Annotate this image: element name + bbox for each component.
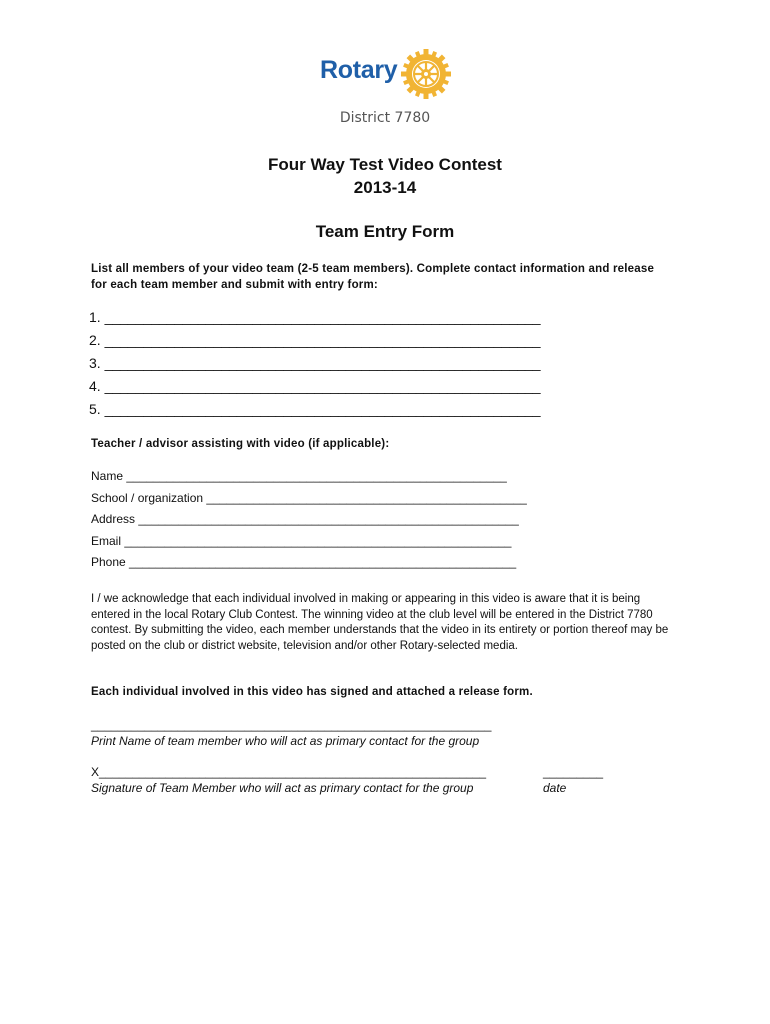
team-member-line-1[interactable]: 1. ________________________________________________________: [89, 309, 541, 325]
team-member-line-4[interactable]: 4. ________________________________________________________: [89, 378, 541, 394]
print-name-caption: Print Name of team member who will act as primary contact for the group: [91, 734, 480, 748]
school-organization-field[interactable]: School / organization ________________________________________________: [91, 490, 527, 505]
rotary-logo: [320, 48, 455, 100]
team-member-list: [89, 306, 541, 421]
signature-caption: Signature of Team Member who will act as primary contact for the group: [91, 781, 474, 795]
team-member-line-3[interactable]: 3. ________________________________________________________: [89, 355, 541, 371]
email-field[interactable]: Email __________________________________________________________: [91, 533, 512, 548]
rotary-wheel-icon: [400, 48, 452, 100]
date-line[interactable]: _________: [543, 765, 604, 779]
phone-field[interactable]: Phone __________________________________________________________: [91, 555, 517, 569]
teacher-heading: Teacher / advisor assisting with video (if applicable):: [91, 438, 390, 450]
contest-title: Four Way Test Video Contest: [268, 155, 502, 174]
acknowledgement-paragraph: I / we acknowledge that each individual involved in making or appearing in this video is aware that it is being entered in the local Rotary Club Contest. The winning video at the club level will be entered in the District 7780 contest. By submitting the video, each member understands that the video in its entirety or portion thereof may be posted on the club or district website, television and/or other Rotary-selected media.: [91, 593, 669, 652]
release-statement: Each individual involved in this video has signed and attached a release form.: [91, 686, 533, 698]
rotary-wordmark: Rotary: [320, 56, 398, 84]
date-caption: date: [543, 781, 567, 795]
team-member-line-5[interactable]: 5. ________________________________________________________: [89, 401, 541, 417]
signature-line[interactable]: X__________________________________________________________: [91, 765, 487, 779]
print-name-line[interactable]: ____________________________________________________________: [91, 718, 492, 732]
teacher-fields: [91, 466, 527, 574]
address-field[interactable]: Address _________________________________________________________: [91, 512, 519, 526]
form-title: Team Entry Form: [315, 222, 455, 241]
teacher-name-field[interactable]: Name _________________________________________________________: [91, 469, 507, 483]
district-label: District 7780: [339, 110, 431, 126]
team-member-line-2[interactable]: 2. ________________________________________________________: [89, 332, 541, 348]
contest-year: 2013-14: [353, 178, 417, 197]
instructions: List all members of your video team (2-5 team members). Complete contact information and release for each team member and submit with entry form:: [91, 263, 655, 291]
